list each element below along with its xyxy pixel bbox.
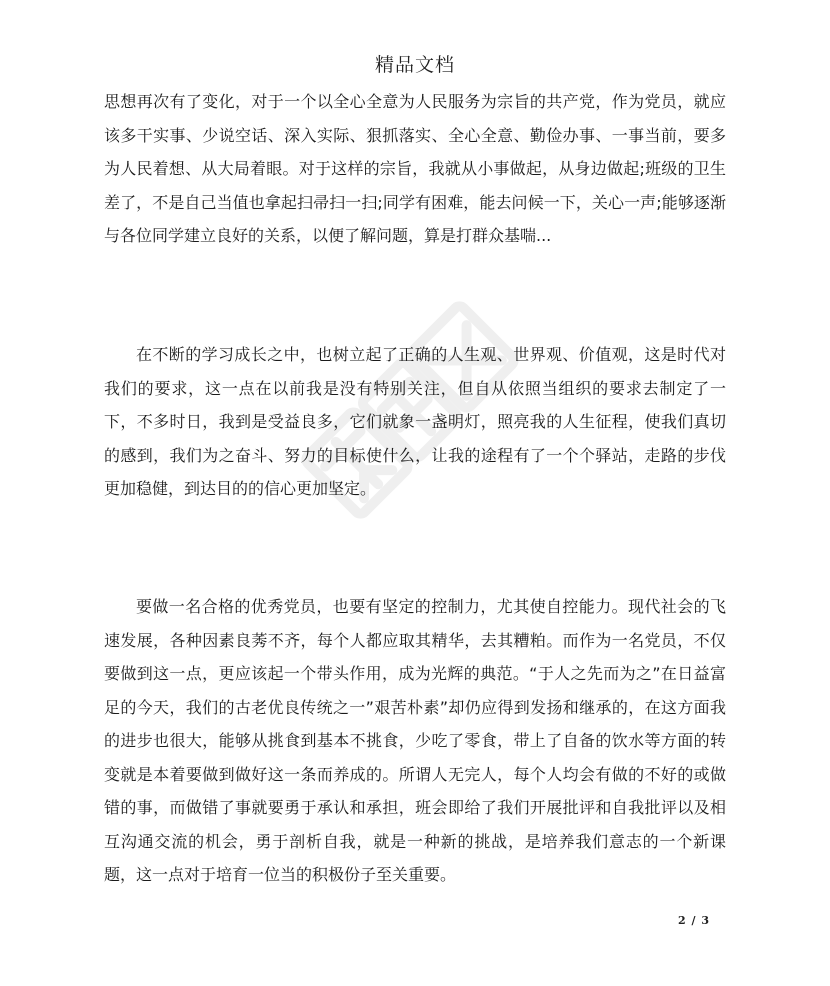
paragraph-2: 在不断的学习成长之中，也树立起了正确的人生观、世界观、价值观，这是时代对我们的要求，这一点在以前我是没有特别关注，但自从依照当组织的要求去制定了一下，不多时日，我到是受益良多，它们就象一盏明灯，照亮我的人生征程，使我们真切的感到，我们为之奋斗、努力的目标使什么，让我的途程有了一个个驿站，走路的步伐更加稳健，到达目的的信心更加坚定。 [104, 345, 726, 498]
page-header-title: 精品文档 [374, 54, 455, 76]
paragraph-1: 思想再次有了变化，对于一个以全心全意为人民服务为宗旨的共产党，作为党员，就应该多干实事、少说空话、深入实际、狠抓落实、全心全意、勤俭办事、一事当前，要多为人民着想、从大局着眼。对于这样的宗旨，我就从小事做起，从身边做起;班级的卫生差了，不是自己当值也拿起扫帚扫一扫;同学有困难，能去问候一下，关心一声;能够逐渐与各位同学建立良好的关系，以便了解问题，算是打群众基喘... [104, 92, 726, 245]
page-number: 2 / 3 [678, 914, 710, 927]
paragraph-3: 要做一名合格的优秀党员，也要有坚定的控制力，尤其使自控能力。现代社会的飞速发展，各种因素良莠不齐，每个人都应取其精华，去其糟粕。而作为一名党员，不仅要做到这一点，更应该起一个带头作用，成为光辉的典范。“于人之先而为之”在日益富足的今天，我们的古老优良传统之一”艰苦朴素”却仍应得到发扬和继承的，在这方面我的进步也很大，能够从挑食到基本不挑食，少吃了零食，带上了自备的饮水等方面的转变就是本着要做到做好这一条而养成的。所谓人无完人，每个人均会有做的不好的或做错的事，而做错了事就要勇于承认和承担，班会即给了我们开展批评和自我批评以及相互沟通交流的机会，勇于剖析自我，就是一种新的挑战，是培养我们意志的一个新课题，这一点对于培育一位当的积极份子至关重要。 [104, 597, 726, 884]
